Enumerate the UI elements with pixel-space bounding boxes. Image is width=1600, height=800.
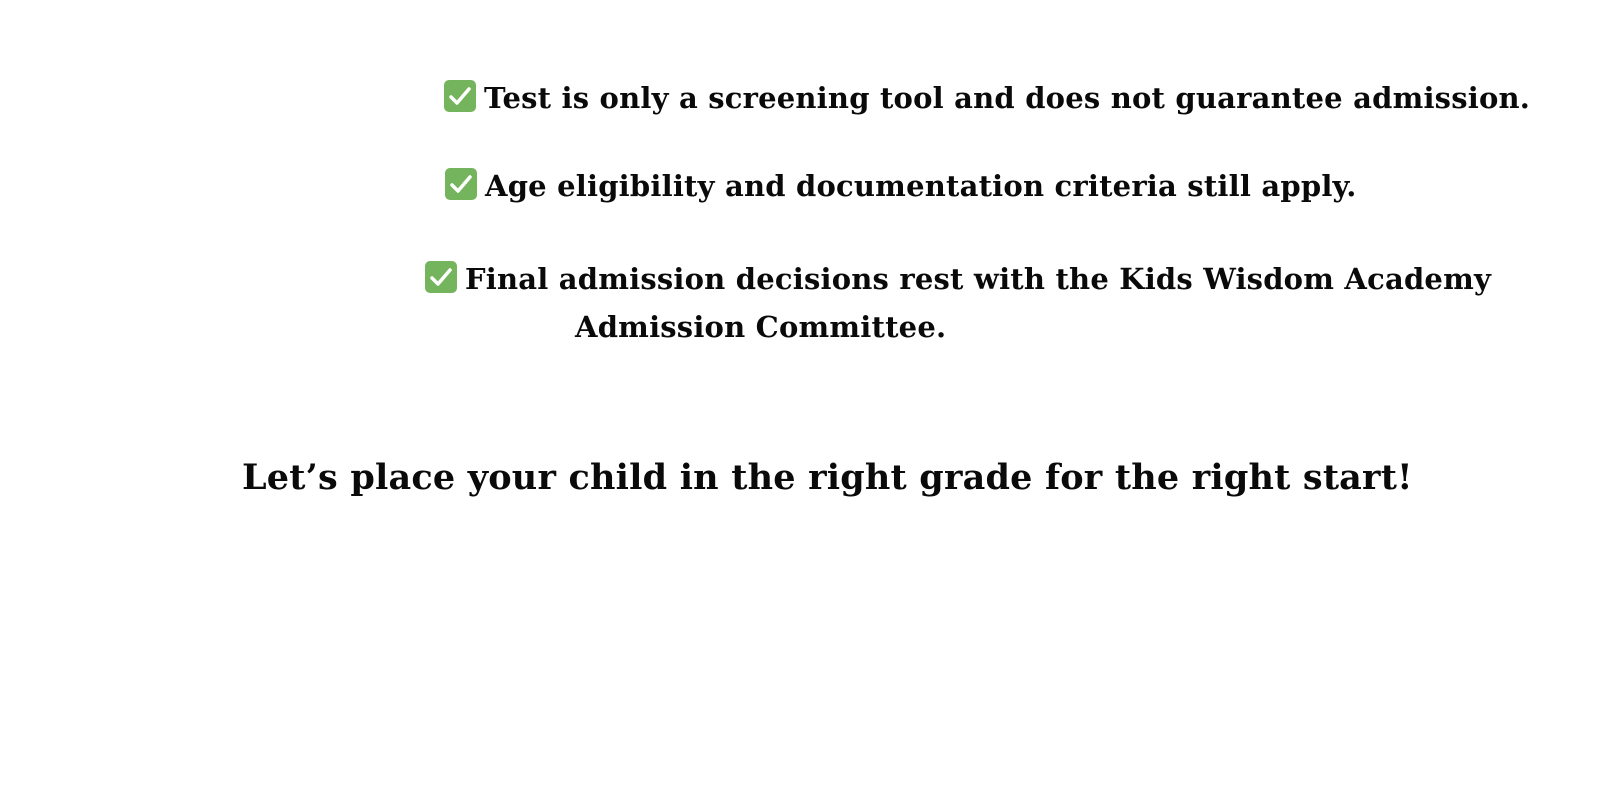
checkmark-icon bbox=[445, 168, 477, 200]
note-text-line-2: Admission Committee. bbox=[575, 310, 947, 344]
note-text: Test is only a screening tool and does not guarantee admission. bbox=[484, 81, 1531, 115]
checkmark-icon bbox=[444, 80, 476, 112]
note-item-final-decision bbox=[425, 255, 1491, 351]
note-item-eligibility bbox=[445, 162, 1357, 210]
checkmark-icon bbox=[425, 261, 457, 293]
note-text: Age eligibility and documentation criteria still apply. bbox=[485, 169, 1357, 203]
note-text-block bbox=[465, 255, 1491, 351]
tagline: Let’s place your child in the right grade for the right start! bbox=[242, 457, 1413, 498]
note-item-screening bbox=[444, 74, 1530, 122]
note-text-line-1: Final admission decisions rest with the Kids Wisdom Academy bbox=[465, 262, 1492, 296]
